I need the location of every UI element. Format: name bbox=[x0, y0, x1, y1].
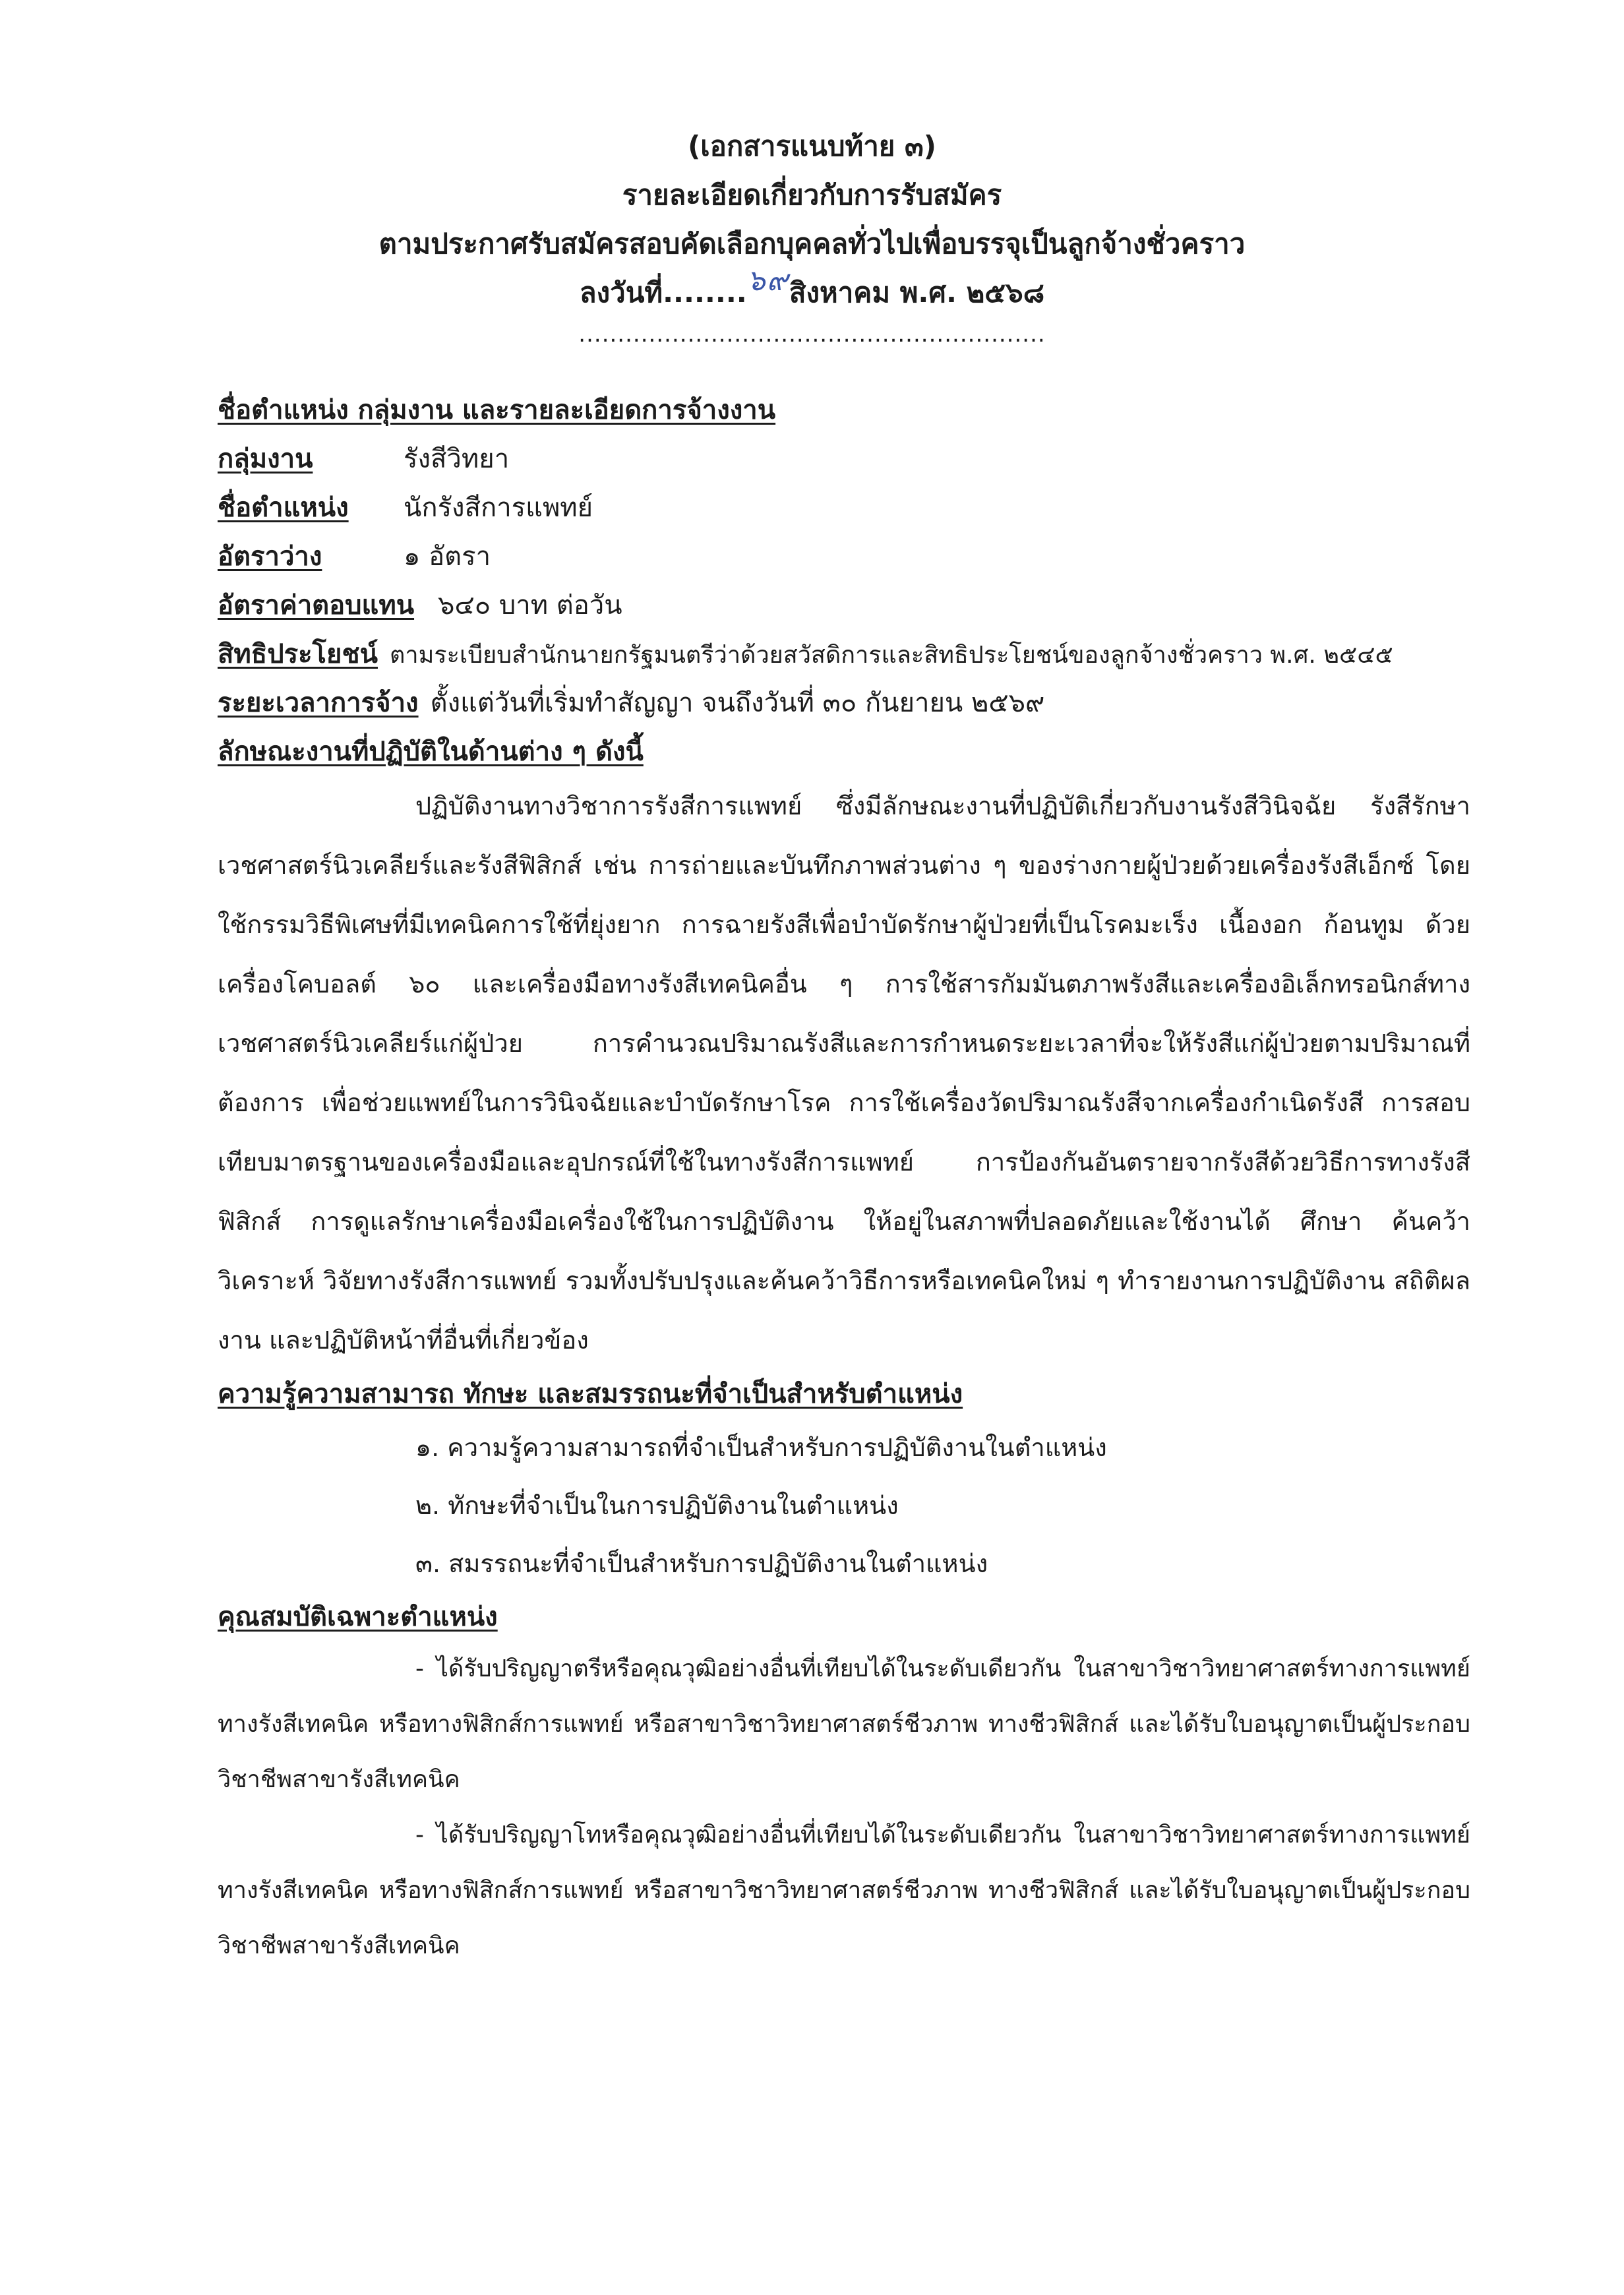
qualifications-heading: คุณสมบัติเฉพาะตำแหน่ง bbox=[218, 1602, 498, 1632]
position-name-label: ชื่อตำแหน่ง bbox=[218, 493, 349, 523]
position-name-value: นักรังสีการแพทย์ bbox=[404, 493, 593, 523]
benefit-value: ตามระเบียบสำนักนายกรัฐมนตรีว่าด้วยสวัสดิการและสิทธิประโยชน์ของลูกจ้างชั่วคราว พ.ศ. ๒๕๔๕ bbox=[389, 642, 1393, 669]
vacancy-label: อัตราว่าง bbox=[218, 541, 322, 572]
attachment-label: (เอกสารแนบท้าย ๓) bbox=[688, 130, 936, 162]
document-title: รายละเอียดเกี่ยวกับการรับสมัคร bbox=[622, 179, 1002, 211]
benefit-row bbox=[218, 630, 1470, 679]
competency-item-knowledge: ๑. ความรู้ความสามารถที่จำเป็นสำหรับการปฏิบัติงานในตำแหน่ง bbox=[415, 1433, 1107, 1462]
vacancy-value: ๑ อัตรา bbox=[404, 541, 491, 572]
document-header bbox=[0, 122, 1624, 348]
duties-paragraph: ปฏิบัติงานทางวิชาการรังสีการแพทย์ ซึ่งมีลักษณะงานที่ปฏิบัติเกี่ยวกับงานรังสีวินิจฉัย รังสีรักษา เวชศาสตร์นิวเคลียร์และรังสีฟิสิกส์ เช่น การถ่ายและบันทึกภาพส่วนต่าง ๆ ของร่างกายผู้ป่วยด้วยเครื่องรังสีเอ็กซ์ โดยใช้กรรมวิธีพิเศษที่มีเทคนิคการใช้ที่ยุ่งยาก การฉายรังสีเพื่อบำบัดรักษาผู้ป่วยที่เป็นโรคมะเร็ง เนื้องอก ก้อนทูม ด้วยเครื่องโคบอลต์ ๖๐ และเครื่องมือทางรังสีเทคนิคอื่น ๆ การใช้สารกัมมันตภาพรังสีและเครื่องอิเล็กทรอนิกส์ทางเวชศาสตร์นิวเคลียร์แก่ผู้ป่วย การคำนวณปริมาณรังสีและการกำหนดระยะเวลาที่จะให้รังสีแก่ผู้ป่วยตามปริมาณที่ต้องการ เพื่อช่วยแพทย์ในการวินิจฉัยและบำบัดรักษาโรค การใช้เครื่องวัดปริมาณรังสีจากเครื่องกำเนิดรังสี การสอบเทียบมาตรฐานของเครื่องมือและอุปกรณ์ที่ใช้ในทางรังสีการแพทย์ การป้องกันอันตรายจากรังสีด้วยวิธีการทางรังสีฟิสิกส์ การดูแลรักษาเครื่องมือเครื่องใช้ในการปฏิบัติงาน ให้อยู่ในสภาพที่ปลอดภัยและใช้งานได้ ศึกษา ค้นคว้า วิเคราะห์ วิจัยทางรังสีการแพทย์ รวมทั้งปรับปรุงและค้นคว้าวิธีการหรือเทคนิคใหม่ ๆ ทำรายงานการปฏิบัติงาน สถิติผลงาน และปฏิบัติหน้าที่อื่นที่เกี่ยวข้อง bbox=[218, 791, 1470, 1355]
date-suffix: สิงหาคม พ.ศ. ๒๕๖๘ bbox=[789, 276, 1045, 309]
employment-period-label: ระยะเวลาการจ้าง bbox=[218, 688, 419, 718]
qualification-bachelor: - ได้รับปริญญาตรีหรือคุณวุฒิอย่างอื่นที่เทียบได้ในระดับเดียวกัน ในสาขาวิชาวิทยาศาสตร์ทางการแพทย์ ทางรังสีเทคนิค หรือทางฟิสิกส์การแพทย์ หรือสาขาวิชาวิทยาศาสตร์ชีวภาพ ทางชีวฟิสิกส์ และได้รับใบอนุญาตเป็นผู้ประกอบวิชาชีพสาขารังสีเทคนิค bbox=[218, 1655, 1470, 1793]
duties-heading: ลักษณะงานที่ปฏิบัติในด้านต่าง ๆ ดังนี้ bbox=[218, 737, 644, 767]
competency-item-skills: ๒. ทักษะที่จำเป็นในการปฏิบัติงานในตำแหน่ง bbox=[415, 1491, 899, 1520]
position-heading: ชื่อตำแหน่ง กลุ่มงาน และรายละเอียดการจ้างงาน bbox=[218, 395, 776, 425]
wage-row bbox=[218, 581, 1470, 630]
work-group-value: รังสีวิทยา bbox=[404, 444, 510, 474]
position-name-row bbox=[218, 483, 1470, 532]
date-prefix: ลงวันที่........ bbox=[579, 276, 747, 309]
wage-value: ๖๔๐ บาท ต่อวัน bbox=[438, 590, 622, 621]
qualification-master: - ได้รับปริญญาโทหรือคุณวุฒิอย่างอื่นที่เทียบได้ในระดับเดียวกัน ในสาขาวิชาวิทยาศาสตร์ทางการแพทย์ ทางรังสีเทคนิค หรือทางฟิสิกส์การแพทย์ หรือสาขาวิชาวิทยาศาสตร์ชีวภาพ ทางชีวฟิสิกส์ และได้รับใบอนุญาตเป็นผู้ประกอบวิชาชีพสาขารังสีเทคนิค bbox=[218, 1821, 1470, 1959]
vacancy-row bbox=[218, 532, 1470, 581]
employment-period-value: ตั้งแต่วันที่เริ่มทำสัญญา จนถึงวันที่ ๓๐ กันยายน ๒๕๖๙ bbox=[430, 688, 1045, 718]
announcement-date bbox=[0, 264, 1624, 317]
document-body bbox=[218, 386, 1470, 1974]
employment-period-row bbox=[218, 679, 1470, 727]
work-group-row bbox=[218, 435, 1470, 483]
competency-item-competencies: ๓. สมรรถนะที่จำเป็นสำหรับการปฏิบัติงานในตำแหน่ง bbox=[415, 1549, 988, 1578]
wage-label: อัตราค่าตอบแทน bbox=[218, 590, 415, 621]
competency-heading: ความรู้ความสามารถ ทักษะ และสมรรถนะที่จำเป็นสำหรับตำแหน่ง bbox=[218, 1379, 963, 1409]
handwritten-date-day: ๖๙ bbox=[746, 264, 789, 297]
work-group-label: กลุ่มงาน bbox=[218, 444, 313, 474]
dotted-separator: ............................................................ bbox=[578, 321, 1046, 348]
benefit-label: สิทธิประโยชน์ bbox=[218, 639, 378, 669]
announcement-subtitle: ตามประกาศรับสมัครสอบคัดเลือกบุคคลทั่วไปเพื่อบรรจุเป็นลูกจ้างชั่วคราว bbox=[378, 228, 1246, 260]
